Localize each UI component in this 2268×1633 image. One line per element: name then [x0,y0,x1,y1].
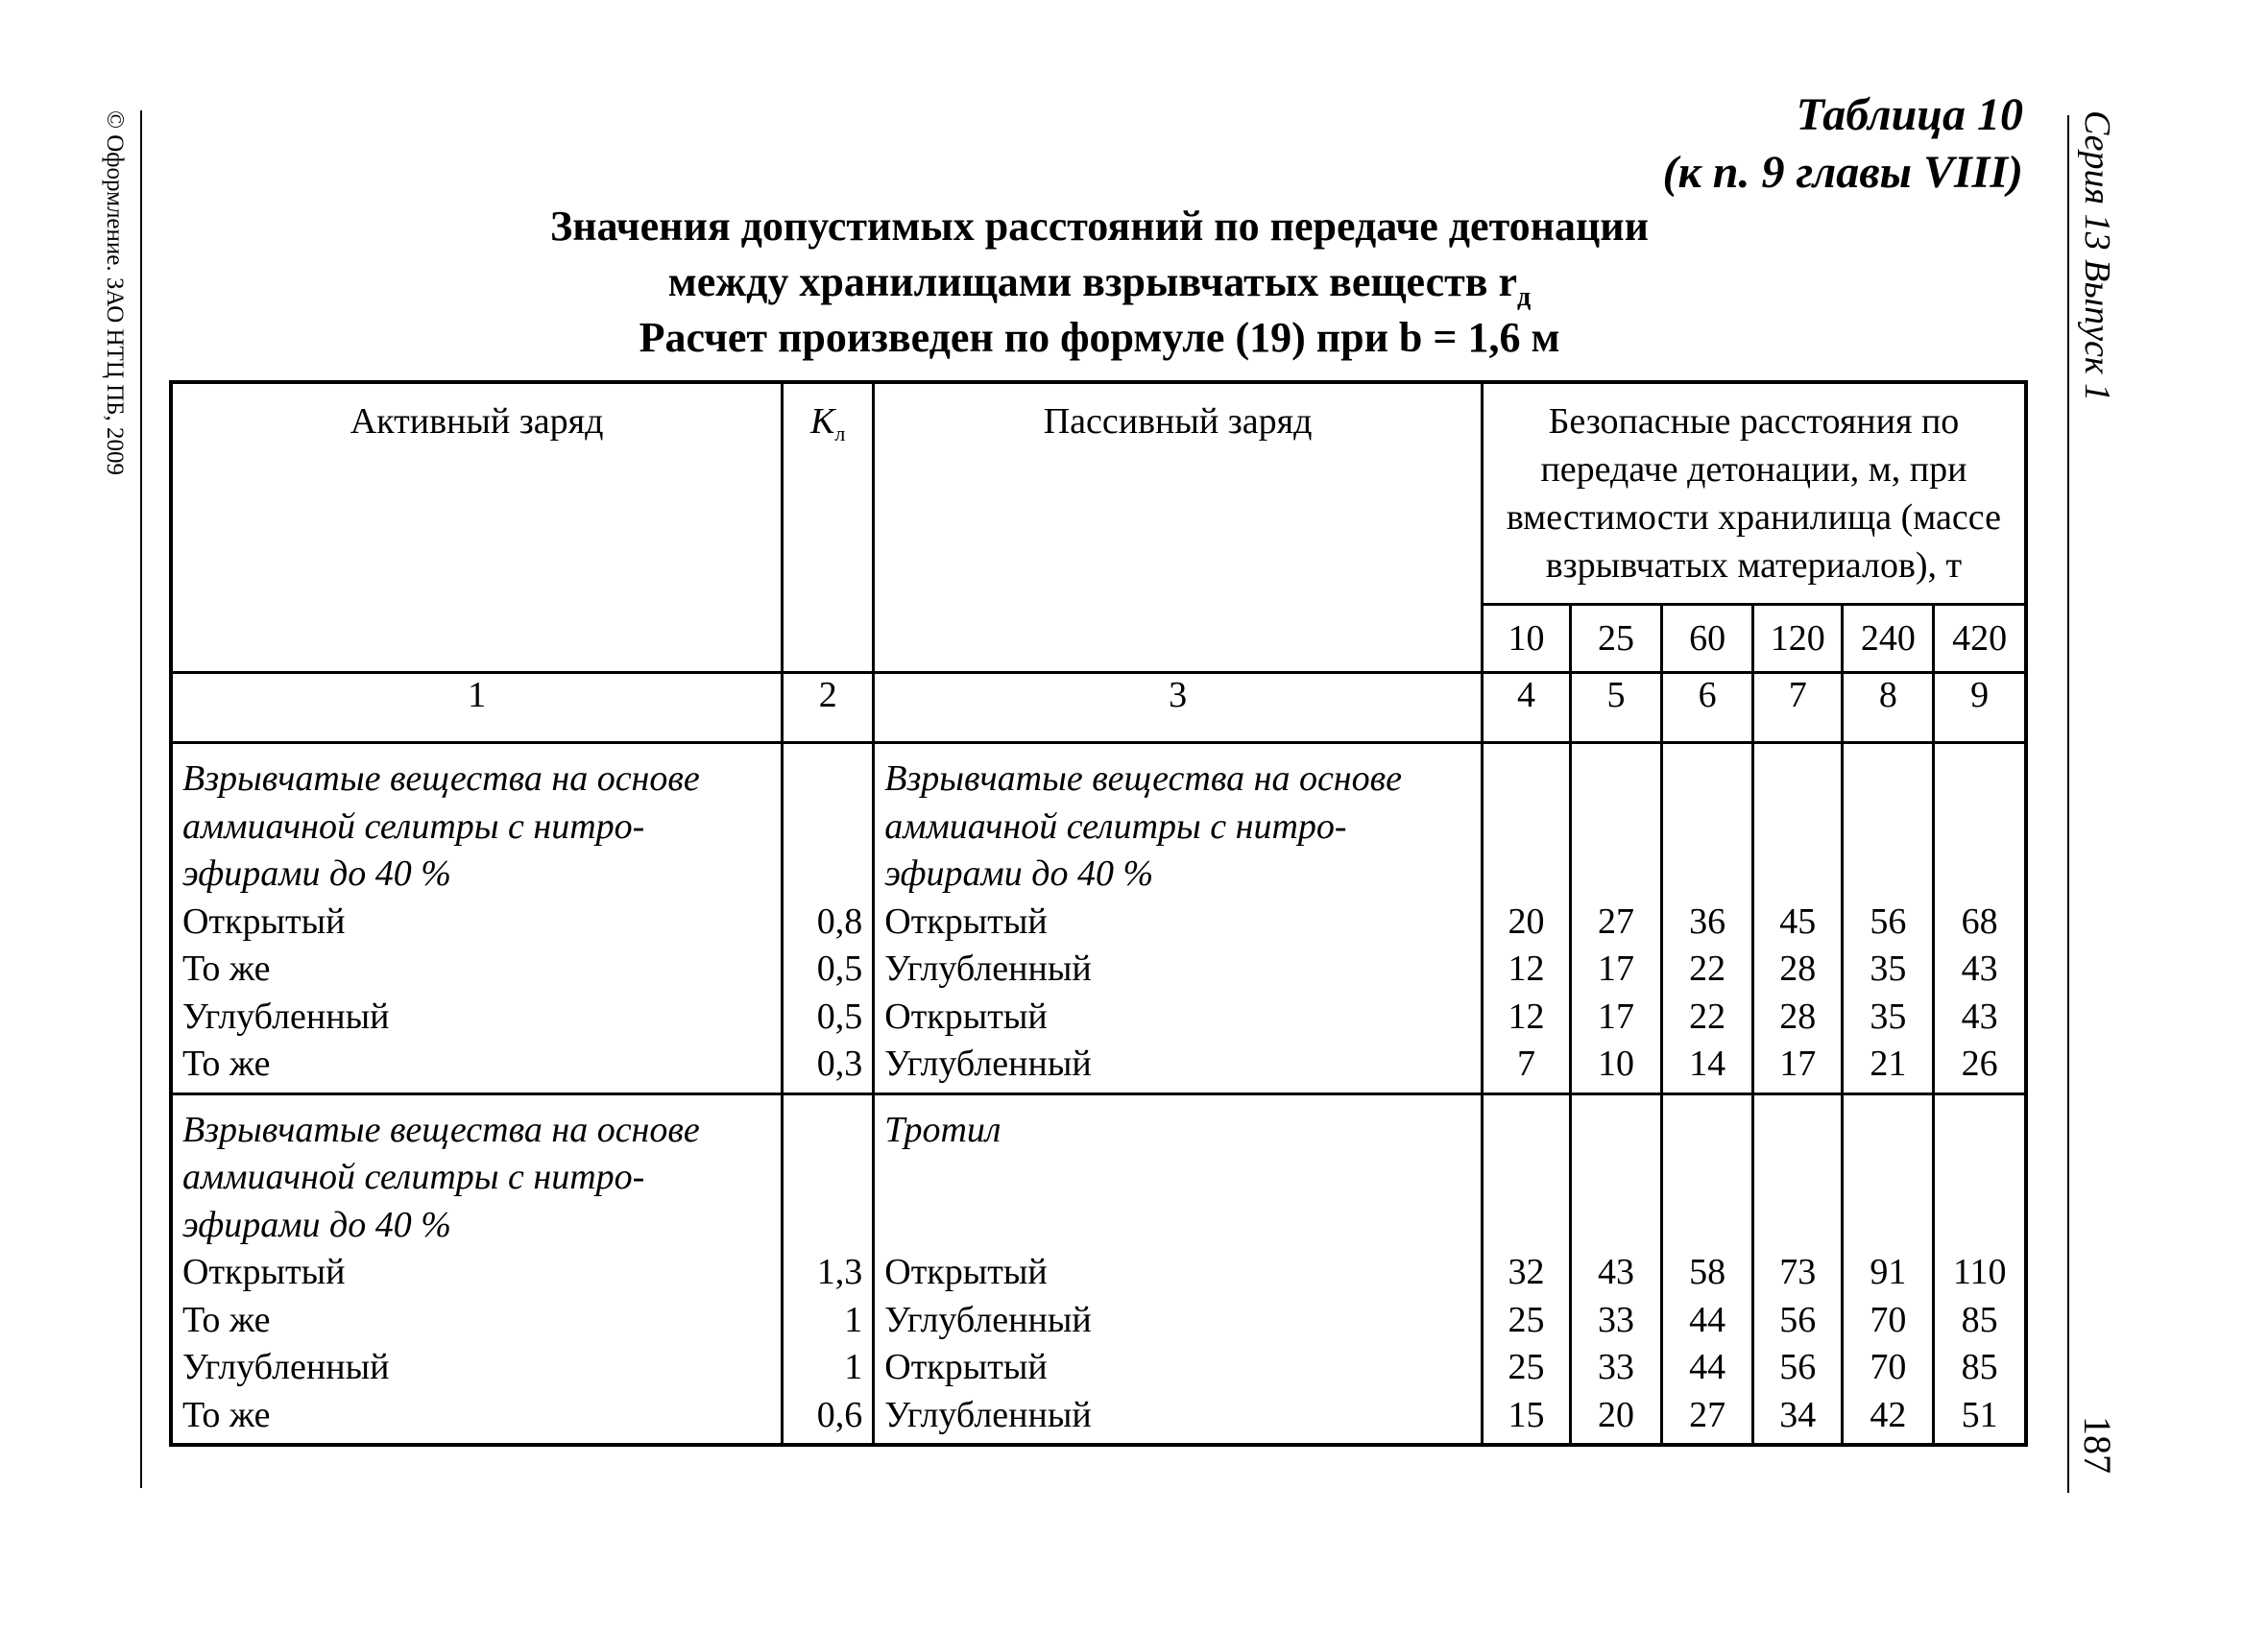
column-number-cell: 6 [1662,673,1753,743]
mass-header-cell: 60 [1662,605,1753,673]
distance-value: 110 [1952,1252,2007,1292]
distance-cell [1570,1093,1661,1445]
active-charge-value: Открытый [182,1252,346,1292]
k-coefficient-cell [783,743,874,1094]
table-title-line-3: Расчет произведен по формуле (19) при b = 1,6 м [639,314,1560,361]
k-coefficient-value: 1,3 [816,1252,863,1292]
passive-charge-cell [874,1093,1483,1445]
distance-value: 12 [1508,996,1545,1037]
column-number-cell: 3 [874,673,1483,743]
distance-value: 28 [1779,949,1817,989]
active-charge-value: Углубленный [182,1347,390,1387]
distance-cell [1482,743,1570,1094]
active-charge-value: То же [182,1044,271,1084]
k-symbol: K [810,401,835,442]
distance-value: 34 [1779,1394,1817,1435]
active-group-title: Взрывчатые вещества на основе аммиачной селитры с нитро-эфирами до 40 % [182,1109,700,1245]
k-coefficient-value: 0,5 [816,949,863,989]
passive-charge-cell [874,743,1483,1094]
mass-header-cell: 420 [1934,605,2026,673]
distance-value: 28 [1779,996,1817,1037]
passive-charge-value: Углубленный [884,949,1092,989]
distance-cell [1934,1093,2026,1445]
distance-value: 32 [1508,1252,1545,1292]
k-coefficient-cell [783,1093,874,1445]
distance-value: 20 [1508,901,1545,942]
active-charge-cell [171,1093,783,1445]
distance-cell [1753,1093,1843,1445]
distance-value: 25 [1508,1299,1545,1340]
header-active-charge: Активный заряд [171,382,783,673]
active-group-title: Взрывчатые вещества на основе аммиачной селитры с нитро-эфирами до 40 % [182,758,700,894]
distance-value: 70 [1870,1299,1907,1340]
passive-charge-value: Углубленный [884,1044,1092,1084]
distance-value: 42 [1870,1394,1907,1435]
distance-value: 70 [1870,1347,1907,1387]
k-subscript: л [834,421,846,445]
header-row [171,382,2026,605]
passive-charge-value: Открытый [884,1347,1048,1387]
distance-value: 12 [1508,949,1545,989]
distance-value: 56 [1779,1299,1817,1340]
distance-value: 17 [1779,1044,1817,1084]
k-coefficient-value: 0,5 [816,996,863,1037]
column-number-cell: 8 [1843,673,1934,743]
distance-value: 25 [1508,1347,1545,1387]
active-charge-value: Углубленный [182,996,390,1037]
distance-value: 20 [1598,1394,1635,1435]
passive-group-title: Тротил [884,1109,1001,1150]
distance-value: 44 [1689,1347,1726,1387]
copyright-note: © Оформление. ЗАО НТЦ ПБ, 2009 [102,110,128,476]
k-coefficient-value: 0,6 [816,1394,863,1435]
column-number-cell: 7 [1753,673,1843,743]
table-row-group [171,1093,2026,1445]
column-number-cell: 5 [1570,673,1661,743]
active-charge-value: То же [182,1394,271,1435]
distance-value: 17 [1598,996,1635,1037]
distance-value: 15 [1508,1394,1545,1435]
k-coefficient-value: 1 [844,1347,863,1387]
right-margin-rule [2067,115,2069,1493]
active-charge-cell [171,743,783,1094]
table-reference: (к п. 9 главы VIII) [1662,147,2023,198]
distance-value: 43 [1961,949,1998,989]
distance-value: 33 [1598,1347,1635,1387]
distance-cell [1662,743,1753,1094]
distance-table [169,380,2028,1447]
title-line-2-text: между хранилищами взрывчатых веществ r [667,258,1518,305]
passive-charge-value: Углубленный [884,1299,1092,1340]
header-safe-distances: Безопасные расстояния по передаче детонации, м, при вместимости хранилища (массе взрывчатых материалов), т [1482,382,2026,605]
passive-charge-value: Открытый [884,901,1048,942]
distance-value: 27 [1598,901,1635,942]
table-row-group [171,743,2026,1094]
distance-cell [1662,1093,1753,1445]
distance-value: 21 [1870,1044,1907,1084]
column-number-row [171,673,2026,743]
table-title-line-1: Значения допустимых расстояний по передаче детонации [549,203,1650,250]
distance-value: 7 [1516,1044,1535,1084]
distance-value: 68 [1961,901,1998,942]
distance-cell [1753,743,1843,1094]
column-number-cell: 9 [1934,673,2026,743]
distance-value: 26 [1961,1044,1998,1084]
distance-value: 17 [1598,949,1635,989]
distance-value: 56 [1870,901,1907,942]
distance-value: 27 [1689,1394,1726,1435]
header-k-coefficient [783,382,874,673]
distance-cell [1843,743,1934,1094]
distance-value: 85 [1961,1347,1998,1387]
column-number-cell: 2 [783,673,874,743]
distance-value: 73 [1779,1252,1817,1292]
passive-charge-value: Углубленный [884,1394,1092,1435]
distance-value: 43 [1961,996,1998,1037]
distance-value: 22 [1689,949,1726,989]
passive-group-title: Взрывчатые вещества на основе аммиачной селитры с нитро-эфирами до 40 % [884,758,1403,894]
distance-cell [1570,743,1661,1094]
distance-value: 43 [1598,1252,1635,1292]
k-coefficient-value: 1 [844,1299,863,1340]
title-line-2-subscript: д [1517,282,1532,312]
distance-cell [1934,743,2026,1094]
mass-header-cell: 10 [1482,605,1570,673]
distance-value: 35 [1870,949,1907,989]
distance-value: 44 [1689,1299,1726,1340]
mass-header-cell: 25 [1570,605,1661,673]
table-label: Таблица 10 [1796,89,2023,140]
distance-value: 22 [1689,996,1726,1037]
page-number: 187 [2076,1416,2119,1474]
k-coefficient-value: 0,8 [816,901,863,942]
distance-value: 51 [1961,1394,1998,1435]
distance-value: 33 [1598,1299,1635,1340]
distance-value: 45 [1779,901,1817,942]
distance-value: 91 [1870,1252,1907,1292]
left-margin-rule [140,110,142,1488]
header-passive-charge: Пассивный заряд [874,382,1483,673]
column-number-cell: 1 [171,673,783,743]
active-charge-value: Открытый [182,901,346,942]
passive-charge-value: Открытый [884,1252,1048,1292]
mass-header-cell: 240 [1843,605,1934,673]
table-title-line-2 [173,257,2026,313]
distance-value: 10 [1598,1044,1635,1084]
mass-header-cell: 120 [1753,605,1843,673]
active-charge-value: То же [182,949,271,989]
distance-cell [1843,1093,1934,1445]
distance-value: 85 [1961,1299,1998,1340]
distance-value: 35 [1870,996,1907,1037]
passive-charge-value: Открытый [884,996,1048,1037]
distance-value: 14 [1689,1044,1726,1084]
distance-value: 56 [1779,1347,1817,1387]
distance-value: 58 [1689,1252,1726,1292]
series-label: Серия 13 Выпуск 1 [2077,110,2117,402]
table-body [171,743,2026,1446]
distance-cell [1482,1093,1570,1445]
active-charge-value: То же [182,1299,271,1340]
k-coefficient-value: 0,3 [816,1044,863,1084]
distance-value: 36 [1689,901,1726,942]
column-number-cell: 4 [1482,673,1570,743]
